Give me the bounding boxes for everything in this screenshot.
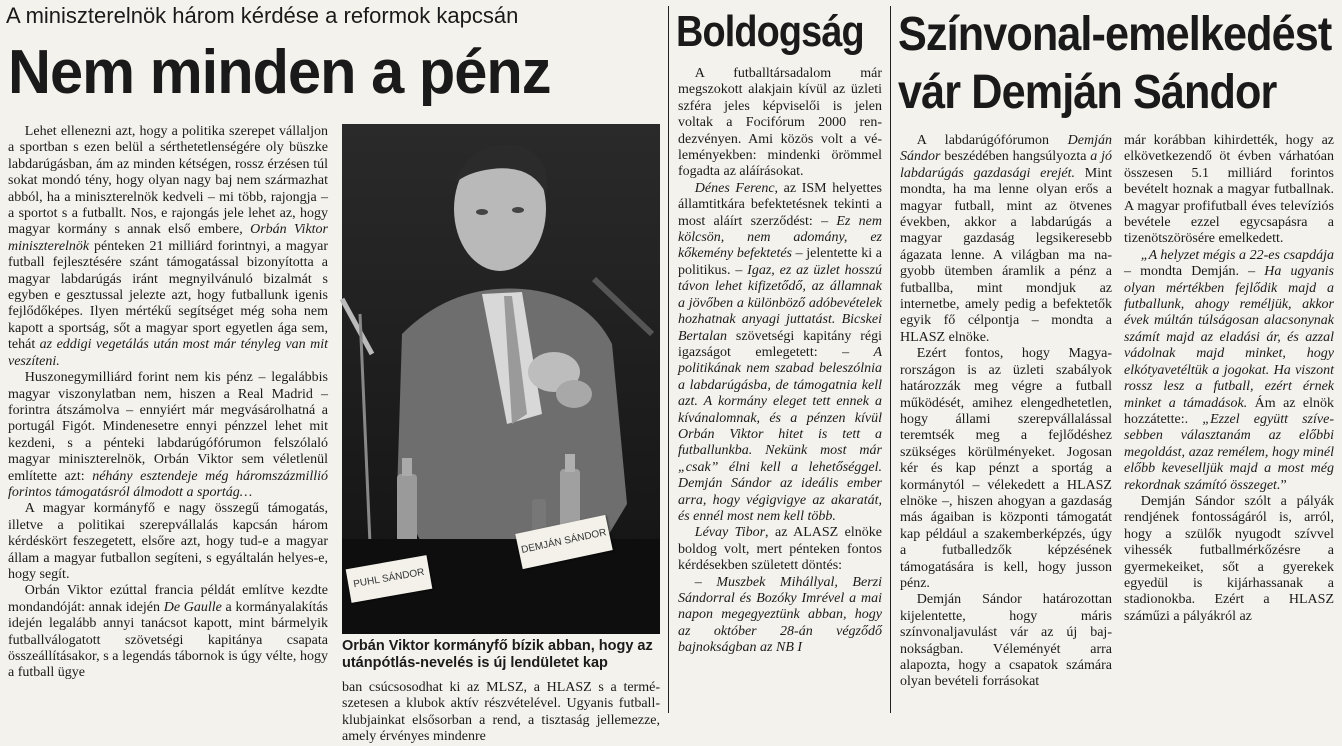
italic-run: „A helyzet mégis a 22-es csapdája: [1140, 247, 1334, 263]
left-article-body: [8, 124, 328, 713]
text-run: , az ALASZ elnöke boldog volt, mert pénteken fontos kérdésekben született döntés:: [678, 525, 883, 574]
column-rule: [890, 6, 891, 713]
paragraph: [678, 66, 882, 181]
column-rule: [668, 6, 669, 713]
text-run: Huszonegymilliárd forint nem kis pénz – legalábbis magyar viszonylatban nem, hiszen a Real Madrid – forintra átszámolva – ennyiért már megvásárolhatná a portugál Figót. Mindenesetre ennyi pénzzel lehet mit kezdeni, s a pénteki labdarúgófórumon felszólaló magyar miniszterelnök, Orbán Viktor sem véletlenül említette azt:: [8, 370, 328, 484]
paragraph: [678, 575, 882, 657]
text-run: már korábban kihirdették, hogy az elkövetkezendő öt évben várhatóan összesen 5.1 milliárd forintos bevételt hoznak a magyar futballnak. A magyar profifutball éves televíziós bevétele ezzel egycsapásra a tizenötszörösére emelkedett.: [1124, 133, 1334, 247]
middle-article-body: [678, 66, 882, 713]
italic-run: Lévay Tibor: [694, 525, 766, 541]
text-run: A magyar kormányfő e nagy összegű támogatás, illetve a politikai szerepvállalás kapcsán három kérdéskört feszegetett, elsőre azt, hogy tud-e a magyar állam a magyar futballon segíteni, s egyáltalán helyes-e, hogy segít.: [8, 501, 328, 582]
italic-run: „Ezzel együtt szívesebben választanám az előbbi megoldást, azaz remélem, hogy minél előbb keveselljük majd a most még rekordnak számító összeget.: [1124, 411, 1334, 493]
italic-run: néhány esztendeje még háromszázmillió forintos támogatásról álmodott a sportág…: [8, 468, 329, 500]
text-run: Orbán Viktor ezúttal francia példát említve kezdte mondandóját: annak idején: [8, 583, 328, 615]
italic-run: – A politikának nem szabad beleszólnia a labdarúgásba, de támogatnia kell azt. A kormány eleget tett ennek a kívánalomnak, és a pénzen kívül Orbán Viktor hitet is tett a futballunkba. Nekünk most már „csak” élni kell a lehetőséggel. Demján Sándor az ideális ember arra, hogy végigvigye az akaratát, és ennél most nem kell több.: [678, 344, 882, 524]
italic-run: Bicskei Bertalan: [678, 312, 882, 344]
paragraph: [678, 181, 882, 526]
paragraph: [900, 592, 1112, 690]
paragraph: [900, 133, 1112, 346]
text-run: a kormányalakítás idején legalább annyi tanácsot kapott, mint bármelyik futballválogatott szövetségi kapitánya csapata összeállításakor, s a legendás tábornok is úgy vélte, hogy a futball ügye: [8, 599, 328, 681]
text-run: Demján Sándor szólt a pályák rendjének fontosságáról is, arról, hogy a szülők nyugodt szívvel vihessék futballmérkőzésre a gyermekeiket, sőt a gyerekek egyedül is kijárhassanak a stadionokba. Ezért a HLASZ száműzi a pályákról az: [1124, 493, 1334, 624]
paragraph: [1124, 494, 1334, 625]
italic-run: Orbán Viktor miniszterelnök: [8, 222, 328, 254]
right-article-column-1: [900, 133, 1112, 713]
text-run: Lehet ellenezni azt, hogy a politika szerepet vállaljon a sportban s ezen belül a sérthetetlenségére oly büszke labdarúgásban, ám az minden kétségen, rossz érzésen túl sokat mondó tény, hogy olyan nagy baj nem származhat abból, ha a miniszterelnök kedveli – mi több, rajongja – a sportot s a futballt. Nos, e rajongás jele lehet az, hogy magyar kormány s annak első embere,: [8, 124, 328, 238]
text-run: , az ISM helyettes államtitkára befektetésnek tekinti a most aláírt szerződést:: [678, 180, 882, 229]
italic-run: De Gaulle: [163, 599, 222, 615]
paragraph: [900, 346, 1112, 592]
paragraph: [678, 525, 882, 574]
italic-run: Dénes Ferenc: [694, 180, 775, 196]
nameplate-right: DEMJÁN SÁNDOR: [515, 515, 612, 569]
text-run: ”: [1280, 477, 1287, 493]
text-run: – mondta Demján. –: [1124, 264, 1265, 280]
text-run: A futballtársadalom már megszokott alakjain kívül az üzleti szféra jeles képviselői is jelen voltak a Focifórum 2000 rendezvényen. Ami közös volt a véleményekben: mindenki örömmel fogadta az aláírásokat.: [678, 66, 882, 180]
right-article-headline-line1: Színvonal-emelkedést: [898, 8, 1332, 61]
speaker-photo: [342, 124, 660, 634]
text-run: Ezért fontos, hogy Magyarországon is az üzleti szabályok határozzák meg végre a futball működését, amihez elengedhetetlen, hogy állami szerepvállalással teremtsék meg a fejlődéshez szükséges körülményeket. Jogosan kér és kap pénzt a sportág a kormánytól – vélekedett a HLASZ elnöke –, hiszen ahogyan a gazdaság más ágaiban is központi támogatát kap például a szakemberképzés, úgy a futballedzők képzésének támogatására is kell, hogy jusson pénz.: [900, 346, 1112, 591]
speaker-illustration: [342, 124, 660, 634]
italic-run: az eddigi vegetálás után most már tényleg van mit veszíteni.: [8, 337, 329, 369]
paragraph: [8, 370, 328, 501]
paragraph: [1124, 133, 1334, 248]
text-run: Demján Sándor határozottan kijelentette, hogy máris színvonaljavulást vár az új bajnokságban. Véleményét arra alapozta, hogy a csapatok számára olyan bevételi forrásokat: [900, 592, 1112, 690]
paragraph: [8, 501, 328, 583]
text-run: szövetségi kapitány régi igazságot emlegetett:: [678, 328, 882, 360]
italic-run: – Ez nem kölcsön, nem adomány, ez kőkemény befektetés –: [678, 213, 882, 262]
paragraph: [8, 583, 328, 681]
right-article-headline-line2: vár Demján Sándor: [898, 66, 1277, 119]
text-run: A labdarúgófórumon: [916, 133, 1068, 148]
paragraph: [1124, 248, 1334, 494]
under-photo-text: ban csúcsosodhat ki az MLSZ, a HLASZ s a természetesen a klubok aktív részvételével. Ugyanis futball-klubjainkat elsősorban a rend, a tisztaság jellemezze, amely érvényes mindenre: [342, 680, 660, 745]
photo-caption: Orbán Viktor kormányfő bízik abban, hogy az utánpótlás-nevelés is új lendületet kap: [342, 638, 653, 671]
middle-article-headline: Boldogság: [676, 7, 864, 56]
text-run: pénteken 21 milliárd forintnyi, a magyar futball fejlesztésére szánt támogatással bizonyította a magyar labdarúgás iránt megnyilvánuló bizalmát s egyben e gesztussal jelezte azt, hogy futballunk igenis fejlődőképes. Ilyen mértékű segítséget még soha nem kapott a sportság, sőt a magyar sport egyetlen ága sem, tehát: [8, 238, 328, 353]
left-article-headline: Nem minden a pénz: [8, 38, 551, 107]
italic-run: Igaz, ez az üzlet hosszú távon lehet kifizetődő, az államnak a jövőben a különböző adóbevételek hozhatnak anyagi juttatást.: [678, 262, 882, 328]
text-run: Mint mondta, ha ma lenne olyan erős a magyar futball, mint az ötvenes években, akkor a labdarúgás a magyar gazdaság legsikeresebb ágazata lenne. A világban ma nagyobb ütemben áramlik a pénz a futballba, mint mondjuk az internetbe, amely pedig a befektetők egyik fő célpontja – mondta a HLASZ elnöke.: [900, 165, 1112, 345]
text-run: beszédében hangsúlyozta: [940, 149, 1091, 165]
italic-run: – Muszbek Mihállyal, Berzi Sándorral és Bozóky Imrével a mai napon megegyeztünk abban, hogy az október 28-án végződő bajnokságban az NB I: [678, 574, 882, 656]
text-run: Ám az elnök hozzátette:.: [1124, 395, 1335, 427]
text-run: jelentette ki a politikus. –: [678, 246, 882, 278]
right-article-column-2: [1124, 133, 1334, 713]
italic-run: a jó labdarúgás gazdasági erejét.: [900, 149, 1113, 181]
nameplate-left: PUHL SÁNDOR: [346, 555, 433, 603]
italic-run: Demján Sándor: [900, 133, 1112, 165]
paragraph: [8, 124, 328, 370]
left-article-kicker: A miniszterelnök három kérdése a reformok kapcsán: [6, 3, 519, 28]
italic-run: Ha ugyanis olyan mértékben fejlődik majd a futballunk, ahogy reméljük, akkor évek múltán túlságosan alacsonynak számít majd az eladási ár, és azzal vádolnak majd minket, hogy elkótyavetéltük a jogokat. Ha viszont rossz lesz a futball, ezért érnek minket a támadások.: [1124, 264, 1334, 411]
